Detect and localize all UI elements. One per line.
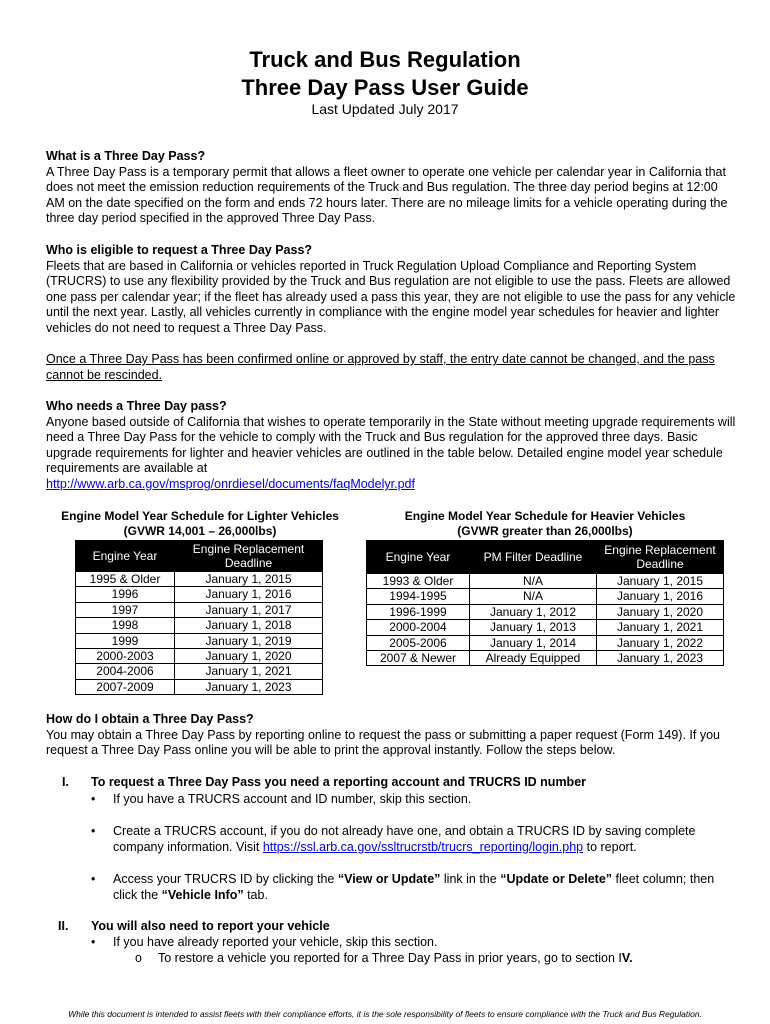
table-cell: January 1, 2022 — [597, 635, 724, 650]
bullet-text: Access your TRUCRS ID by clicking the — [113, 872, 338, 886]
table-cell: January 1, 2021 — [175, 664, 323, 679]
bullet-text: tab. — [243, 887, 268, 902]
table-cell: January 1, 2016 — [597, 589, 724, 604]
disclaimer-footer: While this document is intended to assist fleets with their compliance efforts, it is the sole responsibility of fleets to ensure compliance with the Truck and Bus Regulation. — [68, 1009, 702, 1019]
step-1-bullet-2 — [113, 824, 733, 855]
heavier-caption — [370, 509, 720, 539]
table-cell: 1994-1995 — [367, 589, 470, 604]
sub-bullet-circle: o — [135, 951, 142, 965]
column-header: PM Filter Deadline — [470, 541, 597, 574]
bullet-dot: • — [91, 935, 96, 949]
table-cell: January 1, 2023 — [175, 679, 323, 694]
step-1-bullet-3 — [113, 872, 733, 903]
bullet-dot: • — [91, 872, 96, 886]
table-cell: January 1, 2023 — [597, 651, 724, 666]
table-cell: January 1, 2020 — [175, 649, 323, 664]
heavier-caption-line1: Engine Model Year Schedule for Heavier Vehicles — [404, 509, 686, 523]
section-body: Anyone based outside of California that wishes to operate temporarily in the State without meeting upgrade requirements will need a Three Day Pass for the vehicle to comply with the Truck and Bus regulation for the approved three days. Basic upgrade requirements for lighter and heavier vehicles are outlined in the table below. Detailed engine model year schedule requirements are available at — [46, 414, 736, 476]
section-heading: What is a Three Day Pass? — [46, 149, 206, 163]
heavier-vehicles-table — [366, 540, 724, 666]
table-row — [76, 633, 323, 648]
lighter-caption-line1: Engine Model Year Schedule for Lighter Vehicles — [61, 509, 339, 523]
table-cell: 1998 — [76, 618, 175, 633]
table-cell: 2007 & Newer — [367, 651, 470, 666]
bold-term: “Update or Delete” — [500, 872, 613, 886]
table-row — [76, 618, 323, 633]
table-cell: N/A — [470, 574, 597, 589]
step-1-heading: To request a Three Day Pass you need a reporting account and TRUCRS ID number — [91, 775, 587, 789]
step-2-heading: You will also need to report your vehicle — [91, 919, 330, 933]
lighter-caption-line2: (GVWR 14,001 – 26,000lbs) — [123, 524, 277, 538]
table-cell: 1996 — [76, 587, 175, 602]
table-row — [76, 587, 323, 602]
table-row — [76, 649, 323, 664]
table-cell: 2005-2006 — [367, 635, 470, 650]
bullet-dot: • — [91, 824, 96, 838]
section-heading: Who needs a Three Day pass? — [46, 399, 227, 413]
table-cell: January 1, 2014 — [470, 635, 597, 650]
table-cell: January 1, 2013 — [470, 620, 597, 635]
column-header: Engine Year — [76, 541, 175, 572]
trucrs-login-link[interactable]: https://ssl.arb.ca.gov/ssltrucrstb/trucrs_reporting/login.php — [262, 839, 584, 854]
notice-text: Once a Three Day Pass has been confirmed online or approved by staff, the entry date cannot be changed, and the pass cannot be rescinded. — [46, 352, 715, 382]
last-updated: Last Updated July 2017 — [311, 101, 459, 117]
title-line-2: Three Day Pass User Guide — [241, 75, 529, 100]
bullet-text: to report. — [583, 839, 637, 854]
section-what — [46, 149, 736, 227]
bold-term: V. — [621, 951, 633, 965]
section-needs — [46, 399, 736, 493]
table-cell: N/A — [470, 589, 597, 604]
table-cell: 2007-2009 — [76, 679, 175, 694]
column-header: Engine Replacement Deadline — [175, 541, 323, 572]
section-body: You may obtain a Three Day Pass by reporting online to request the pass or submitting a paper request (Form 149). If you request a Three Day Pass online you will be able to print the approval instantly. Follow the steps below. — [46, 727, 720, 758]
section-heading: How do I obtain a Three Day Pass? — [46, 712, 254, 726]
table-row — [367, 651, 724, 666]
table-cell: 2000-2004 — [367, 620, 470, 635]
bullet-text: To restore a vehicle you reported for a Three Day Pass in prior years, go to section I — [158, 951, 622, 965]
step-1-numeral: I. — [62, 775, 69, 789]
bullet-text: Create a TRUCRS account, if you do not already have one, and obtain a TRUCRS ID by saving complete company information. Visit — [113, 824, 696, 854]
lighter-caption — [50, 509, 350, 539]
step-2-bullet-1: If you have already reported your vehicle, skip this section. — [113, 935, 438, 949]
table-cell: Already Equipped — [470, 651, 597, 666]
table-cell: January 1, 2016 — [175, 587, 323, 602]
table-cell: January 1, 2020 — [597, 604, 724, 619]
step-2-numeral: II. — [58, 919, 69, 933]
column-header: Engine Year — [367, 541, 470, 574]
table-row — [367, 620, 724, 635]
table-row — [367, 589, 724, 604]
table-cell: 2000-2003 — [76, 649, 175, 664]
section-body: A Three Day Pass is a temporary permit that allows a fleet owner to operate one vehicle per calendar year in California that does not meet the emission reduction requirements of the Truck and Bus regulation. The three day period begins at 12:00 AM on the date specified on the form and ends 72 hours later. There are no mileage limits for a vehicle operating during the three day period specified in the approved Three Day Pass. — [46, 164, 728, 226]
faq-model-year-link[interactable]: http://www.arb.ca.gov/msprog/onrdiesel/documents/faqModelyr.pdf — [46, 476, 415, 491]
table-row — [367, 574, 724, 589]
bold-term: “View or Update” — [337, 872, 441, 886]
title-line-1: Truck and Bus Regulation — [249, 47, 521, 72]
section-heading: Who is eligible to request a Three Day Pass? — [46, 243, 313, 257]
section-body: Fleets that are based in California or vehicles reported in Truck Regulation Upload Compliance and Reporting System (TRUCRS) to use any flexibility provided by the Truck and Bus regulation are not eligible to use the pass. Fleets are allowed one pass per calendar year; if the fleet has already used a pass this year, they are not eligible to use the pass for any vehicle until the next year. Lastly, all vehicles currently in compliance with the engine model year schedules for heavier and lighter vehicles do not need to request a Three Day Pass. — [46, 258, 736, 335]
bullet-text: link in the — [440, 872, 501, 886]
section-how — [46, 712, 736, 759]
table-row — [367, 635, 724, 650]
table-cell: January 1, 2015 — [175, 572, 323, 587]
table-cell: January 1, 2012 — [470, 604, 597, 619]
step-2-sub-bullet-1 — [158, 951, 738, 967]
table-row — [76, 679, 323, 694]
table-row — [76, 664, 323, 679]
table-cell: 1993 & Older — [367, 574, 470, 589]
table-row — [76, 572, 323, 587]
table-row — [367, 604, 724, 619]
table-cell: 1997 — [76, 602, 175, 617]
lighter-vehicles-table — [75, 540, 323, 695]
section-eligible — [46, 243, 736, 337]
table-row — [76, 602, 323, 617]
table-cell: January 1, 2018 — [175, 618, 323, 633]
table-cell: 2004-2006 — [76, 664, 175, 679]
step-1-bullet-1: If you have a TRUCRS account and ID number, skip this section. — [113, 792, 472, 806]
bullet-dot: • — [91, 792, 96, 806]
bold-term: “Vehicle Info” — [161, 887, 244, 902]
table-cell: 1996-1999 — [367, 604, 470, 619]
table-cell: January 1, 2017 — [175, 602, 323, 617]
bullet-text: fleet column; then click the — [113, 872, 715, 902]
table-cell: January 1, 2015 — [597, 574, 724, 589]
table-cell: 1999 — [76, 633, 175, 648]
heavier-caption-line2: (GVWR greater than 26,000lbs) — [457, 524, 633, 538]
column-header: Engine Replacement Deadline — [597, 541, 724, 574]
table-cell: January 1, 2021 — [597, 620, 724, 635]
table-cell: 1995 & Older — [76, 572, 175, 587]
table-cell: January 1, 2019 — [175, 633, 323, 648]
